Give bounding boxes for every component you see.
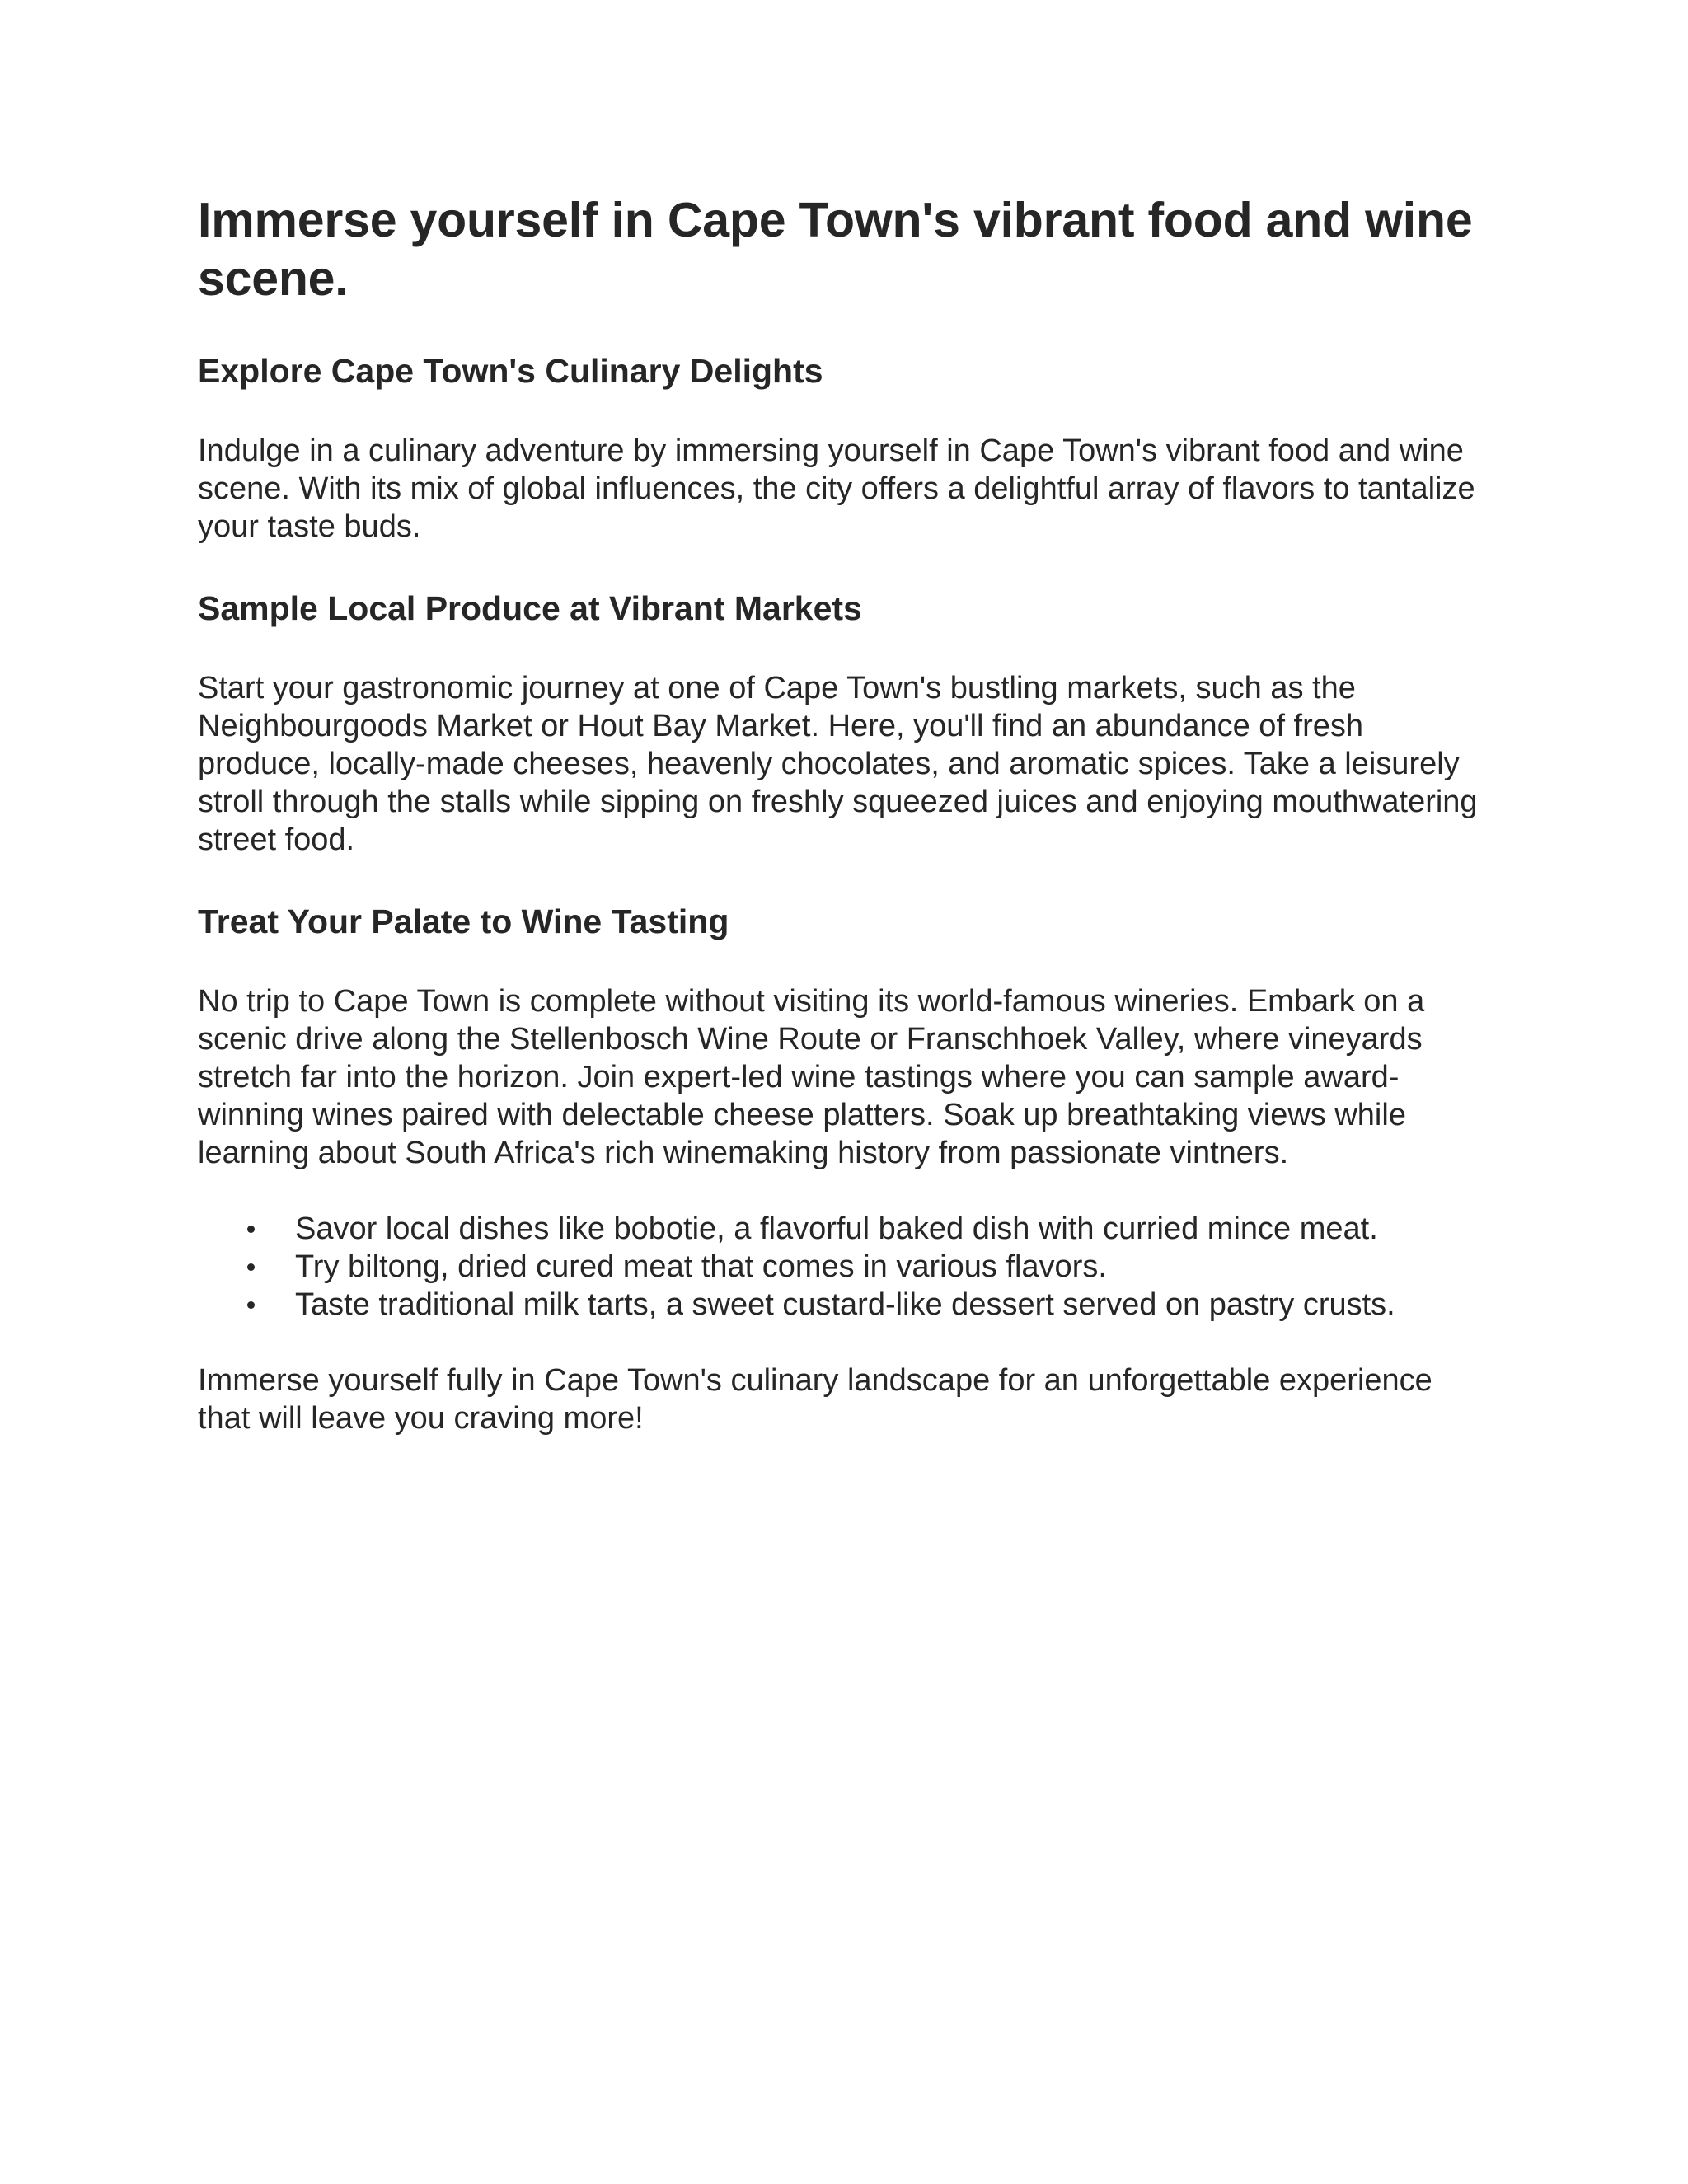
- page-title: Immerse yourself in Cape Town's vibrant food and wine scene.: [198, 193, 1473, 306]
- bullet-list: [198, 1210, 1484, 1324]
- section-body-culinary-delights: Indulge in a culinary adventure by immersing yourself in Cape Town's vibrant food and wine scene. With its mix of global influences, the city offers a delightful array of flavors to tantalize your taste buds.: [198, 434, 1475, 544]
- bullet-icon: [247, 1263, 255, 1271]
- list-item-text: Taste traditional milk tarts, a sweet custard-like dessert served on pastry crusts.: [295, 1287, 1395, 1322]
- list-item: [198, 1286, 1484, 1324]
- document-content: [198, 191, 1484, 1437]
- section-heading-local-produce: Sample Local Produce at Vibrant Markets: [198, 589, 862, 627]
- list-item: [198, 1210, 1484, 1248]
- list-item-text: Savor local dishes like bobotie, a flavorful baked dish with curried mince meat.: [295, 1212, 1378, 1246]
- closing-paragraph: Immerse yourself fully in Cape Town's culinary landscape for an unforgettable experience that will leave you craving more!: [198, 1363, 1432, 1436]
- list-item-text: Try biltong, dried cured meat that comes in various flavors.: [295, 1249, 1107, 1284]
- section-heading-culinary-delights: Explore Cape Town's Culinary Delights: [198, 352, 823, 390]
- section-body-local-produce: Start your gastronomic journey at one of Cape Town's bustling markets, such as the Neighbourgoods Market or Hout Bay Market. Here, you'll find an abundance of fresh produce, locally-made cheeses, heavenly chocolates, and aromatic spices. Take a leisurely stroll through the stalls while sipping on freshly squeezed juices and enjoying mouthwatering street food.: [198, 671, 1478, 857]
- section-body-wine-tasting: No trip to Cape Town is complete without visiting its world-famous wineries. Embark on a scenic drive along the Stellenbosch Wine Route or Franschhoek Valley, where vineyards stretch far into the horizon. Join expert-led wine tastings where you can sample award-winning wines paired with delectable cheese platters. Soak up breathtaking views while learning about South Africa's rich winemaking history from passionate vintners.: [198, 984, 1425, 1170]
- section-heading-wine-tasting: Treat Your Palate to Wine Tasting: [198, 902, 729, 940]
- bullet-icon: [247, 1301, 255, 1309]
- list-item: [198, 1248, 1484, 1286]
- bullet-icon: [247, 1226, 255, 1233]
